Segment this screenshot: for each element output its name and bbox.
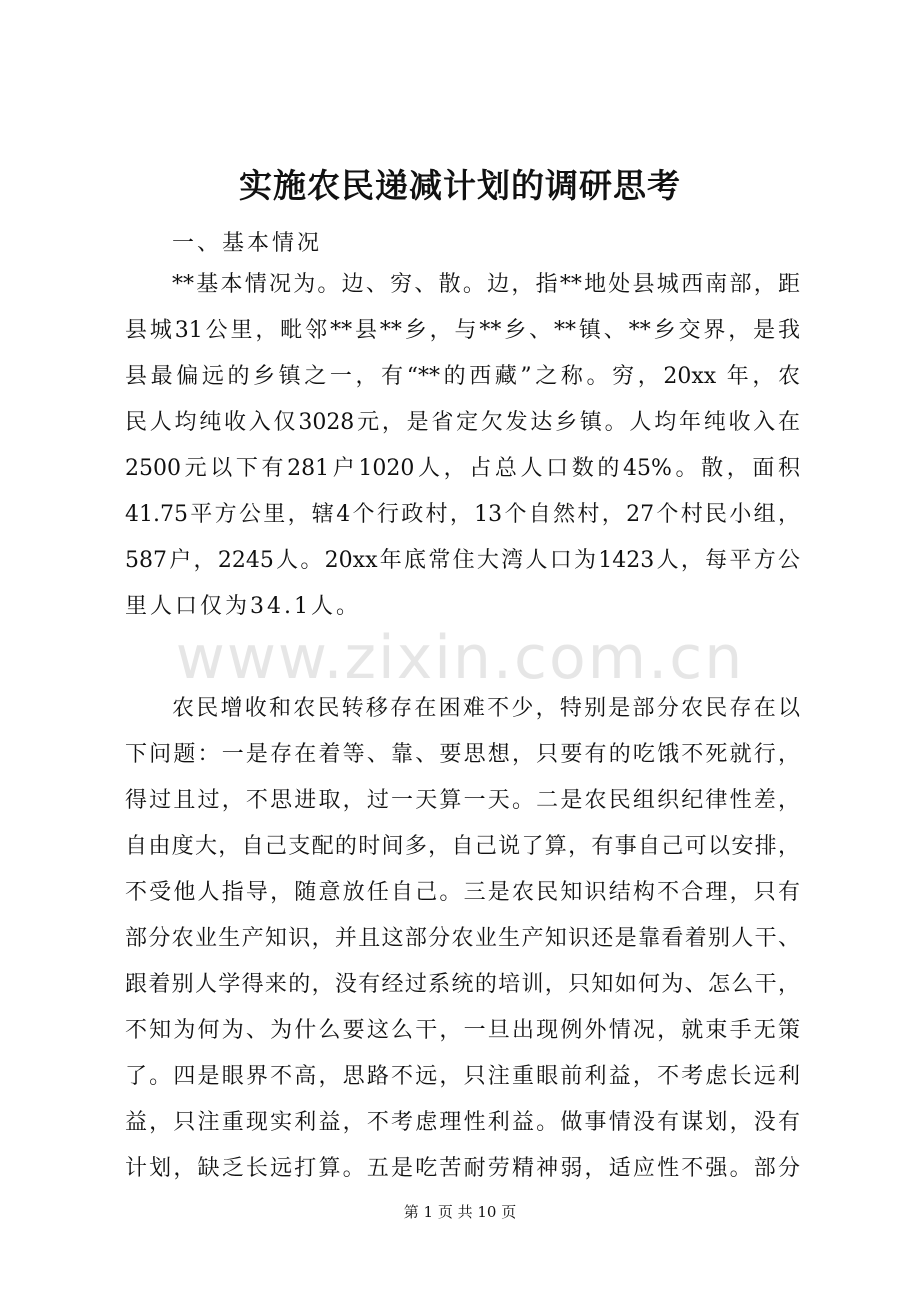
page-footer: 第 1 页 共 10 页 <box>403 1203 517 1221</box>
document-title: 实施农民递减计划的调研思考 <box>239 166 681 205</box>
watermark: www.zixin.com.cn <box>175 623 745 693</box>
text-line: 587户，2245人。20xx年底常住大湾人口为1423人，每平方公 <box>125 548 800 573</box>
text-line: 自由度大，自己支配的时间多，自己说了算，有事自己可以安排， <box>125 834 800 859</box>
text-line: 41.75平方公里，辖4个行政村，13个自然村，27个村民小组， <box>125 502 800 527</box>
text-line: 部分农业生产知识，并且这部分农业生产知识还是靠看着别人干、 <box>125 926 800 951</box>
text-line: 县最偏远的乡镇之一，有“**的西藏”之称。穷，20xx 年，农 <box>125 364 800 389</box>
text-line: 计划，缺乏长远打算。五是吃苦耐劳精神弱，适应性不强。部分 <box>125 1156 800 1181</box>
text-line: 不受他人指导，随意放任自己。三是农民知识结构不合理，只有 <box>125 880 800 905</box>
section-heading: 一、基本情况 <box>172 231 323 256</box>
text-line: 得过且过，不思进取，过一天算一天。二是农民组织纪律性差， <box>125 788 800 813</box>
text-line: 县城31公里，毗邻**县**乡，与**乡、**镇、**乡交界，是我 <box>125 318 800 343</box>
text-line: 下问题：一是存在着等、靠、要思想，只要有的吃饿不死就行， <box>125 742 800 767</box>
text-line: 农民增收和农民转移存在困难不少，特别是部分农民存在以 <box>172 696 800 721</box>
text-line: **基本情况为。边、穷、散。边，指**地处县城西南部，距 <box>172 272 800 297</box>
text-line: 民人均纯收入仅3028元，是省定欠发达乡镇。人均年纯收入在 <box>125 410 800 435</box>
text-line: 不知为何为、为什么要这么干，一旦出现例外情况，就束手无策 <box>125 1018 800 1043</box>
text-line: 跟着别人学得来的，没有经过系统的培训，只知如何为、怎么干， <box>125 972 800 997</box>
text-line: 里人口仅为34.1人。 <box>125 594 361 619</box>
text-line: 了。四是眼界不高，思路不远，只注重眼前利益，不考虑长远利 <box>125 1064 800 1089</box>
text-line: 益，只注重现实利益，不考虑理性利益。做事情没有谋划，没有 <box>125 1110 800 1135</box>
text-line: 2500元以下有281户1020人，占总人口数的45%。散，面积 <box>125 456 800 481</box>
